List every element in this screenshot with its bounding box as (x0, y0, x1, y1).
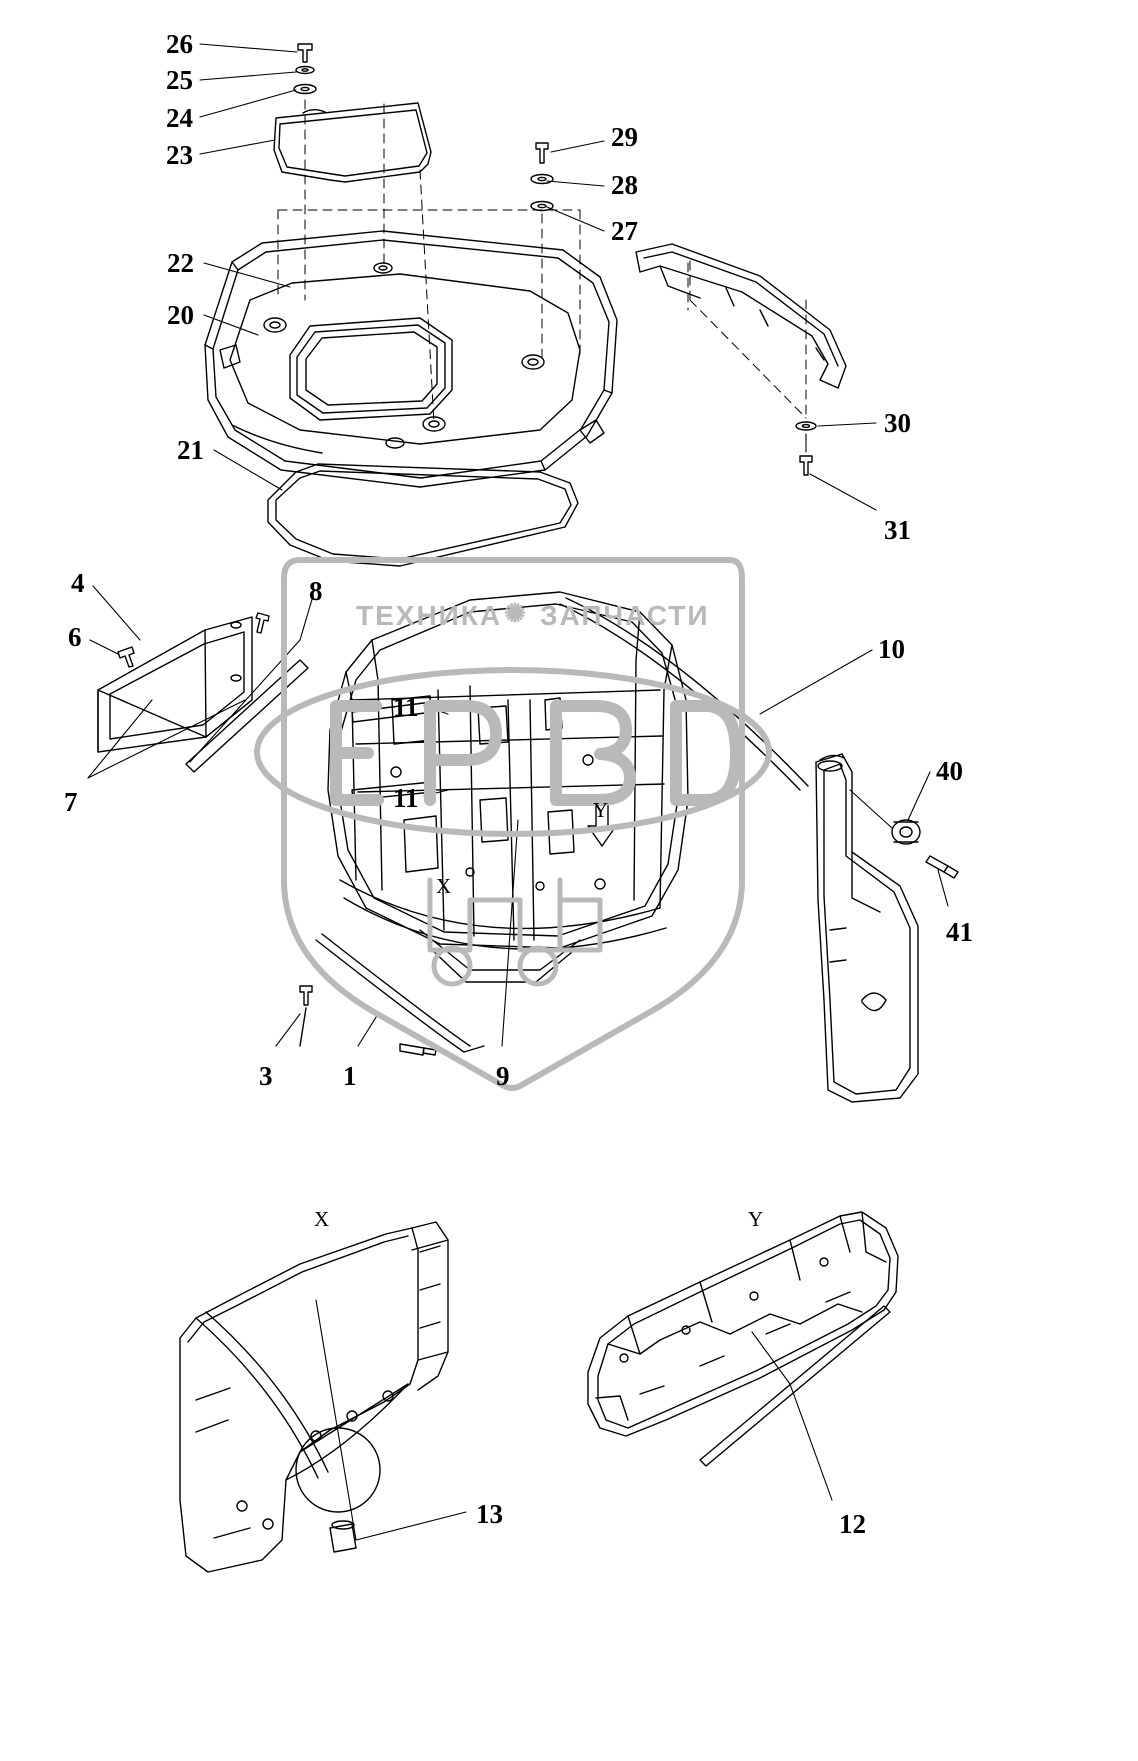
callout-7: 7 (64, 787, 78, 817)
part-29-bolt (536, 143, 548, 163)
part-27-washer (531, 202, 553, 211)
leader-lines-top-left (200, 44, 297, 154)
callout-40: 40 (936, 756, 963, 786)
callout-23: 23 (166, 140, 193, 170)
watermark-text-left: ТЕХНИКА (356, 600, 503, 631)
callout-28: 28 (611, 170, 638, 200)
part-25-washer (296, 67, 314, 74)
watermark-separator-icon: ✺ (504, 598, 528, 628)
callout-20: 20 (167, 300, 194, 330)
watermark-text-right: ЗАПЧАСТИ (540, 600, 710, 631)
view-label-x-detail: X (314, 1207, 330, 1231)
view-x-assembly (180, 1222, 448, 1572)
part-30-washer (796, 422, 816, 430)
callout-8: 8 (309, 576, 323, 606)
right-pillar-assembly (816, 754, 918, 1102)
part-31-bolt (800, 456, 812, 475)
part-13-grommet (330, 1521, 356, 1552)
assembly-dashed-lines (278, 100, 806, 424)
leader-lines-30-31 (806, 423, 876, 510)
callout-22: 22 (167, 248, 194, 278)
view-y-assembly (588, 1212, 898, 1436)
callout-31: 31 (884, 515, 911, 545)
leader-line-3 (276, 1014, 300, 1046)
callout-25: 25 (166, 65, 193, 95)
callout-10: 10 (878, 634, 905, 664)
callout-29: 29 (611, 122, 638, 152)
leader-lines-20-22 (204, 263, 290, 335)
callout-6: 6 (68, 622, 82, 652)
view-label-y-main: Y (593, 798, 609, 822)
leader-line-1 (358, 1014, 378, 1046)
part-6-bolt (118, 647, 134, 667)
callout-9: 9 (496, 1061, 510, 1091)
view-label-x-main: X (436, 874, 452, 898)
part-4-panel (98, 617, 252, 752)
callout-24: 24 (166, 103, 193, 133)
part-26-bolt (298, 44, 312, 62)
callout-41: 41 (946, 917, 973, 947)
leader-line-9 (502, 820, 518, 1046)
callout-1: 1 (343, 1061, 357, 1091)
part-3-bolt (300, 986, 312, 1046)
part-23-hatch-cover (274, 103, 431, 182)
part-41-screw (926, 856, 958, 878)
callout-12: 12 (839, 1509, 866, 1539)
part-40-clip (892, 820, 920, 844)
part-12-strip (700, 1306, 890, 1466)
callout-30: 30 (884, 408, 911, 438)
part-20-roof-panel (205, 231, 617, 487)
leader-line-10 (760, 650, 872, 714)
leader-line-13 (316, 1300, 466, 1540)
callout-3: 3 (259, 1061, 273, 1091)
part-24-washer (294, 85, 316, 94)
callout-13: 13 (476, 1499, 503, 1529)
callout-4: 4 (71, 568, 85, 598)
watermark-shield (284, 560, 742, 1091)
part-7-strip (186, 660, 308, 772)
part-8-bolt (256, 613, 269, 633)
leader-line-12 (752, 1332, 832, 1500)
callout-27: 27 (611, 216, 638, 246)
callout-26: 26 (166, 29, 193, 59)
leader-line-21 (214, 450, 282, 490)
callout-11-upper: 11 (393, 692, 419, 722)
part-21-roof-seal (268, 464, 578, 566)
upper-right-rail (636, 244, 846, 388)
callout-21: 21 (177, 435, 204, 465)
leader-lines-29-28-27 (547, 141, 604, 231)
view-label-y-detail: Y (748, 1207, 764, 1231)
rail-dashed (690, 258, 806, 418)
part-28-washer (531, 175, 553, 184)
callout-11-lower: 11 (393, 783, 419, 813)
